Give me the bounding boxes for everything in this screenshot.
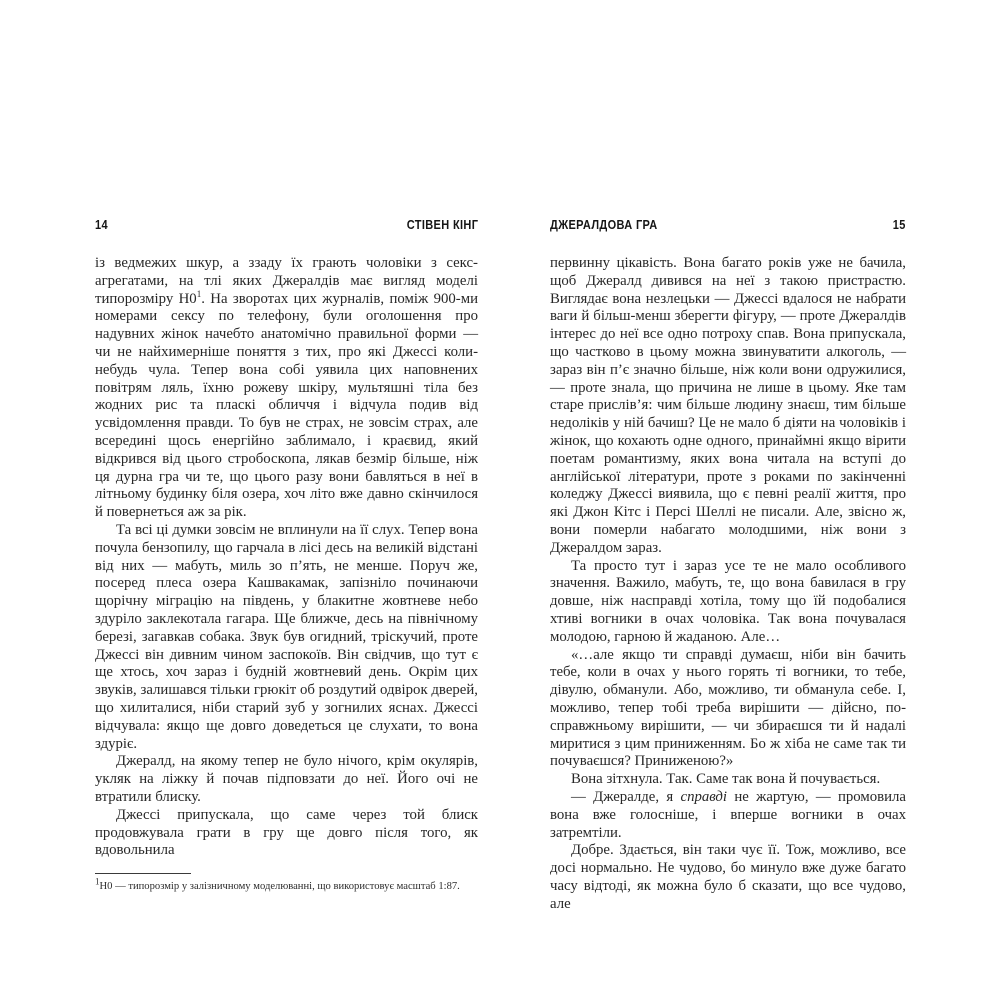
paragraph: Та всі ці думки зовсім не вплинули на її слух. Тепер вона почула бензопилу, що гарчала в лісі десь на великій відстані від них — мабуть, миль зо п’ять, не менше. Поруч же, посеред плеса озера Кашвакамак, запізніло починаючи щорічну міграцію на південь, у блакитне жовтневе небо здуріло заклекотала гагара. Ще ближче, десь на північному березі, загавкав собака. Звук був огидний, тріскучий, проте Джессі він дивним чином заспокоїв. Він свідчив, що тут є ще хтось, хоч зараз і будній жовтневий день. Окрім цих звуків, залишався тільки грюкіт об роздутий одвірок дверей, що хилиталися, ніби старий зуб у зогнилих яснах. Джессі відчувала: якщо ще довго доведеться це слухати, то вона здуріє.	[95, 521, 478, 752]
right-page-number: 15	[893, 218, 906, 232]
left-running-head	[95, 219, 478, 232]
left-page	[95, 219, 478, 893]
emphasis-italic: справді	[680, 788, 728, 805]
footnote-marker: 1	[95, 876, 100, 887]
paragraph: первинну цікавість. Вона багато років уже не бачила, щоб Джералд дивився на неї з такою пристрастю. Виглядає вона незлецьки — Джессі вдалося не набрати ваги й більш-менш зберегти фігуру, — проте Джералдів інтерес до неї все одно потроху спав. Вона припускала, що частково в цьому можна звинуватити алкоголь, — зараз він п’є значно більше, ніж коли вони одружилися, — проте знала, що причина не лише в цьому. Яке там старе прислів’я: чим більше людину знаєш, тим більше недоліків у ній бачиш? Це не мало б діяти на чоловіків і жінок, що кохають одне одного, принаймні якщо вірити поетам романтизму, яких вона читала на вступі до англійської літератури, проте з роками по закінченні коледжу Джессі виявила, що є певні реалії життя, про які Джон Кітс і Персі Шеллі не писали. Але, звісно ж, вони померли набагато молодшими, ніж вони з Джералдом зараз.	[550, 255, 906, 556]
paragraph: Добре. Здається, він таки чує її. Тож, можливо, все досі нормально. Не чудово, бо минуло вже дуже багато часу відтоді, як можна було б сказати, що все чудово, але	[550, 842, 906, 912]
paragraph-text: . На зворотах цих журналів, поміж 900-ми номерами сексу по телефону, були оголошення про надувних жінок начебто анатомічно правильної форми — чи не найхимерніше поняття з тих, про які Джессі коли-небудь чула. Тепер вона собі уявила цих наповнених повітрям ляль, їхню рожеву шкіру, мультяшні тіла без жодних рис та пласкі обличчя і відчула подив від усвідомлення правди. То був не страх, не зовсім страх, але всередині щось енергійно заблимало, і краєвид, який відкрився від цього стробоскопа, лякав безмір більше, ніж ця дурна гра чи те, що цього разу вони бавляться в неї в літньому будинку біля озера, хоч літо вже давно скінчилося й повернеться аж за рік.	[95, 290, 478, 521]
paragraph: Джессі припускала, що саме через той блиск продовжувала грати в гру ще довго після того, як вдовольнила	[95, 806, 478, 859]
right-running-header: ДЖЕРАЛДОВА ГРА	[550, 218, 658, 232]
paragraph	[95, 255, 478, 522]
paragraph-text: — Джералде, я	[571, 788, 681, 805]
paragraph: Вона зітхнула. Так. Саме так вона й почувається.	[571, 771, 881, 788]
right-body-text	[550, 255, 906, 913]
left-page-number: 14	[95, 218, 108, 232]
footnote-rule	[95, 873, 191, 874]
left-running-header: СТІВЕН КІНГ	[406, 218, 478, 232]
left-body-text	[95, 255, 478, 860]
paragraph: Та просто тут і зараз усе те не мало особливого значення. Важило, мабуть, те, що вона бавилася в гру довше, ніж насправді хотіла, тому що їй подобалися хтиві вогники в очах чоловіка. Так вона почувалася молодою, гарною й жаданою. Але…	[550, 557, 906, 645]
paragraph-text: із ведмежих шкур, а ззаду їх грають чоловіки з секс-агрегатами, на тлі яких Джералдів має вигляд моделі типорозміру Н0	[95, 255, 478, 307]
footnote-ref-superscript: 1	[196, 288, 202, 299]
paragraph	[550, 789, 906, 842]
paragraph: Джералд, на якому тепер не було нічого, крім окулярів, укляк на ліжку й почав підповзати до неї. Його очі не втратили блиску.	[95, 753, 478, 805]
right-page	[550, 219, 906, 913]
right-running-head	[550, 219, 906, 232]
paragraph: «…але якщо ти справді думаєш, ніби він бачить тебе, коли в очах у нього горять ті вогники, то тебе, дівулю, обманули. Або, можливо, ти обманула себе. І, можливо, тепер тобі треба вирішити — дійсно, по-справжньому вирішити, — чи збираєшся ти й надалі миритися з цим приниженням. Бо ж хіба не саме так ти почуваєшся? Приниженою?»	[550, 646, 906, 770]
footnote-text: Н0 — типорозмір у залізничному моделюванні, що використовує масштаб 1:87.	[99, 881, 460, 893]
paragraph-text: не жартую, — промовила вона вже голосніше, і вперше вогники в очах затремтіли.	[550, 788, 906, 841]
footnote	[95, 876, 478, 893]
footnote-block	[95, 873, 478, 893]
